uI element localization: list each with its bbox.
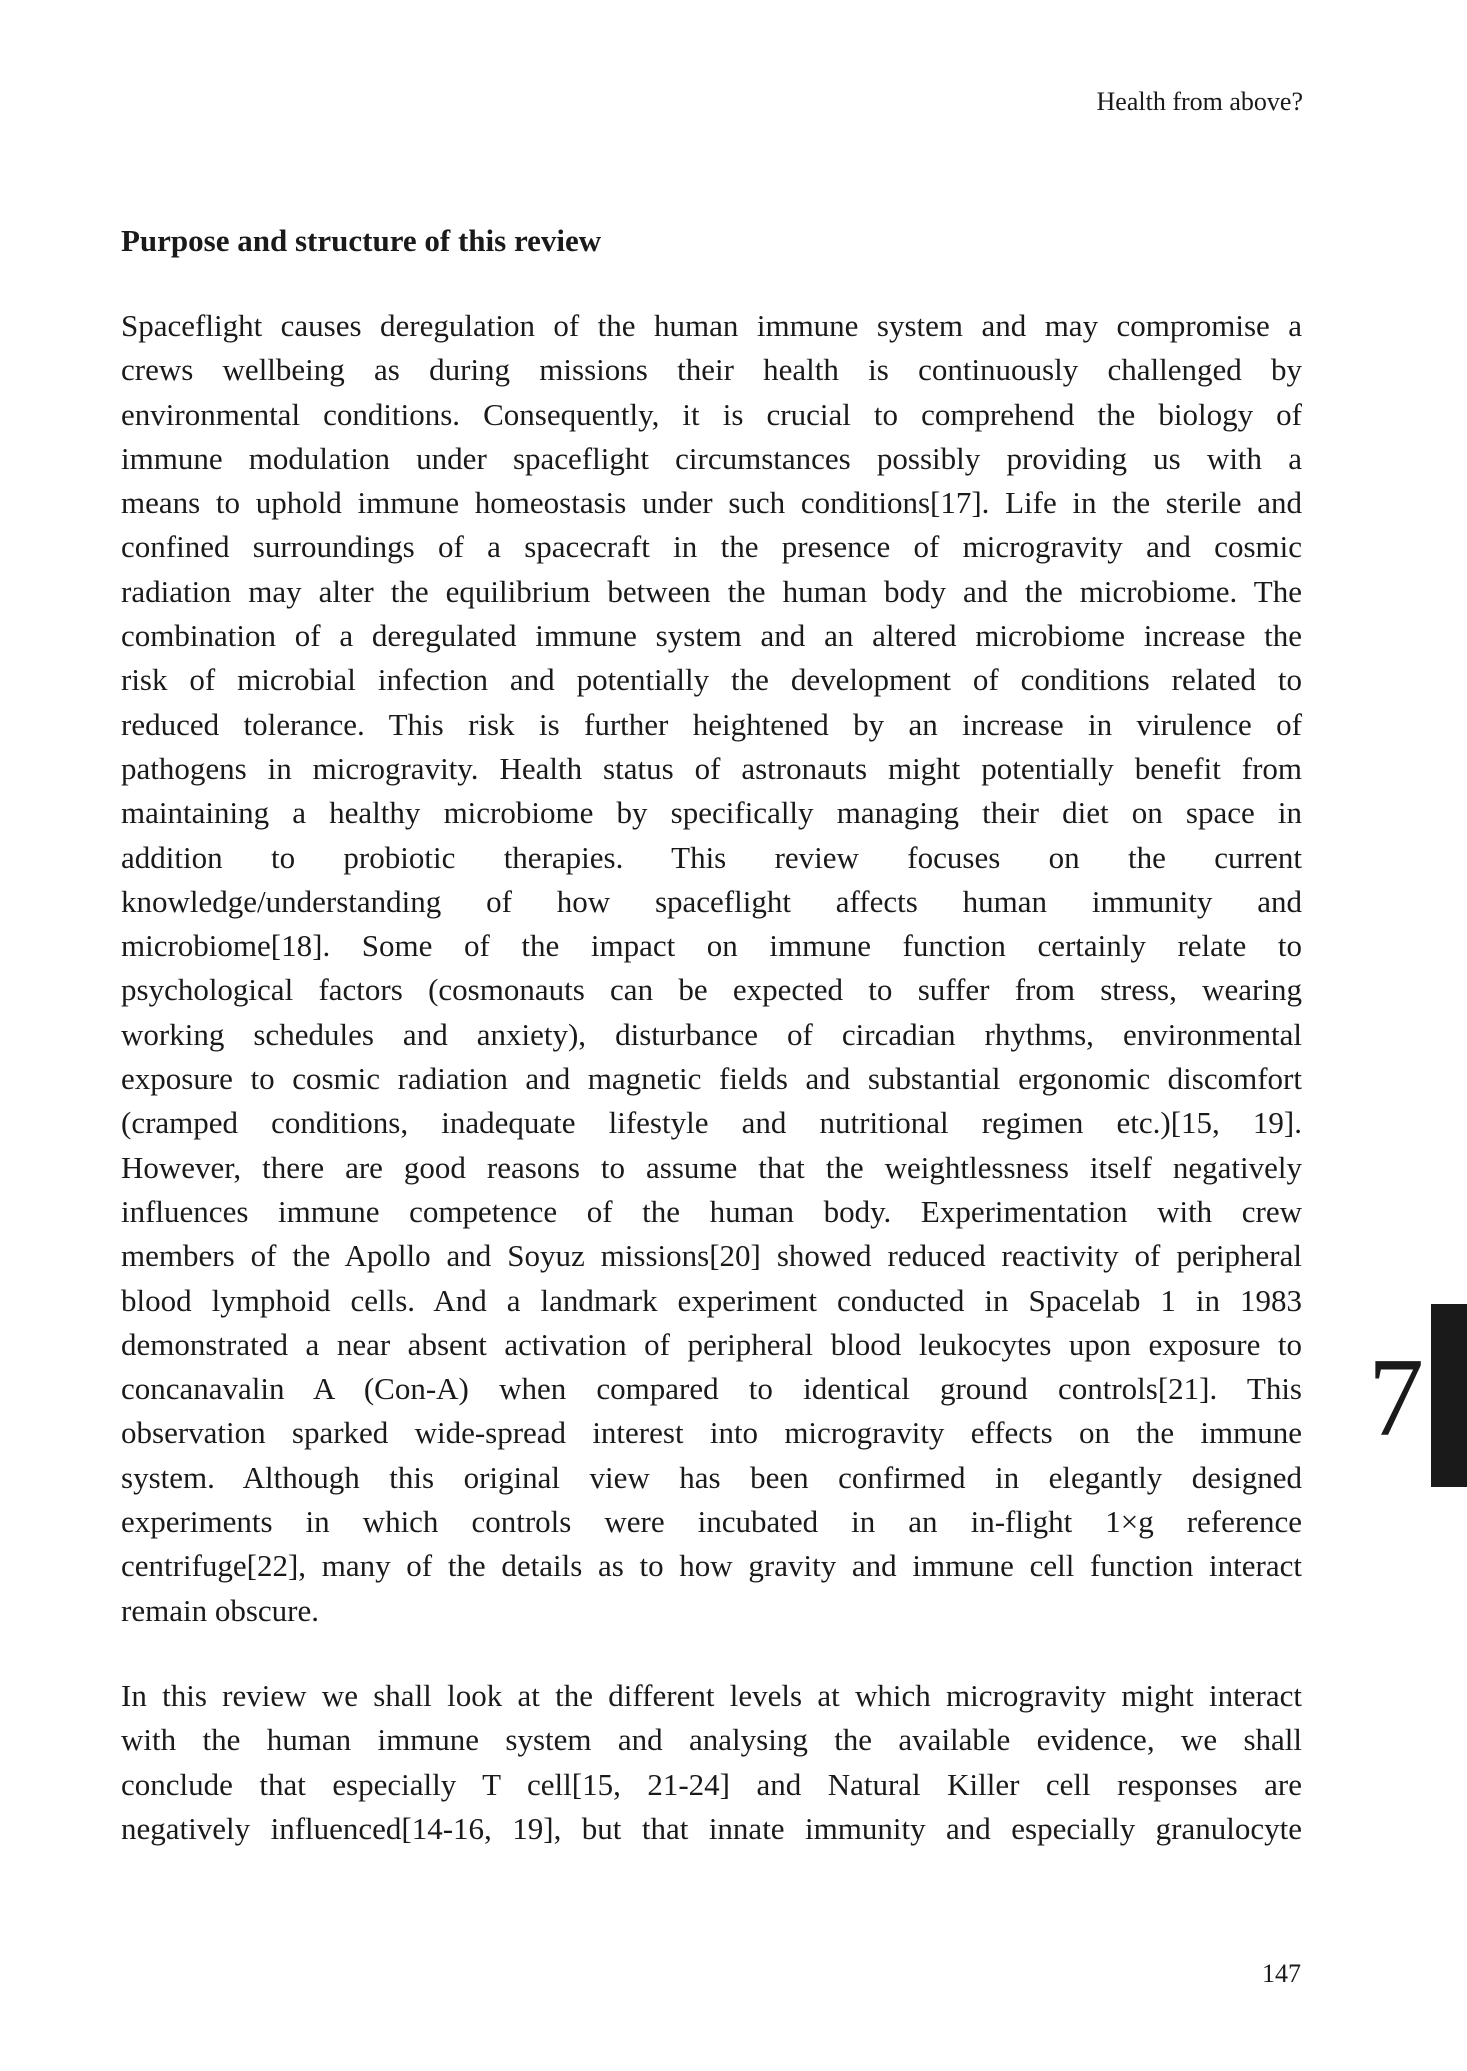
- text-line: centrifuge[22], many of the details as to how gravity and immune cell function interact: [121, 1548, 1302, 1584]
- text-line: confined surroundings of a spacecraft in the presence of microgravity and cosmic: [121, 529, 1302, 565]
- text-line: experiments in which controls were incubated in an in-flight 1×g reference: [121, 1504, 1302, 1540]
- section-heading: Purpose and structure of this review: [121, 223, 602, 258]
- text-line: with the human immune system and analysing the available evidence, we shall: [121, 1722, 1302, 1758]
- chapter-number: 7: [1368, 1336, 1424, 1460]
- text-line: blood lymphoid cells. And a landmark experiment conducted in Spacelab 1 in 1983: [121, 1282, 1302, 1318]
- chapter-thumb-tab: [1431, 1304, 1467, 1487]
- text-line: influences immune competence of the human body. Experimentation with crew: [121, 1193, 1302, 1229]
- body-paragraph-1: [121, 304, 1302, 1633]
- text-line: pathogens in microgravity. Health status of astronauts might potentially benefit from: [121, 750, 1302, 786]
- text-line: radiation may alter the equilibrium between the human body and the microbiome. The: [121, 573, 1302, 609]
- text-line: system. Although this original view has been confirmed in elegantly designed: [121, 1459, 1302, 1495]
- text-line: negatively influenced[14-16, 19], but that innate immunity and especially granulocyte: [121, 1810, 1302, 1846]
- text-line: exposure to cosmic radiation and magnetic fields and substantial ergonomic discomfort: [121, 1061, 1302, 1097]
- text-line: microbiome[18]. Some of the impact on immune function certainly relate to: [121, 928, 1302, 964]
- text-line: conclude that especially T cell[15, 21-24] and Natural Killer cell responses are: [121, 1766, 1302, 1802]
- text-line: (cramped conditions, inadequate lifestyle and nutritional regimen etc.)[15, 19].: [121, 1105, 1302, 1141]
- text-line: immune modulation under spaceflight circumstances possibly providing us with a: [121, 440, 1302, 476]
- text-line: reduced tolerance. This risk is further heightened by an increase in virulence of: [121, 706, 1302, 742]
- text-line: In this review we shall look at the different levels at which microgravity might interact: [121, 1678, 1302, 1713]
- text-line: observation sparked wide-spread interest into microgravity effects on the immune: [121, 1415, 1302, 1451]
- running-header: Health from above?: [1096, 87, 1303, 116]
- text-line: concanavalin A (Con-A) when compared to identical ground controls[21]. This: [121, 1371, 1302, 1407]
- text-line: working schedules and anxiety), disturbance of circadian rhythms, environmental: [121, 1016, 1302, 1052]
- text-line: combination of a deregulated immune system and an altered microbiome increase the: [121, 618, 1302, 654]
- text-line: Spaceflight causes deregulation of the human immune system and may compromise a: [121, 308, 1302, 343]
- text-line: means to uphold immune homeostasis under such conditions[17]. Life in the sterile and: [121, 485, 1302, 521]
- text-line: environmental conditions. Consequently, it is crucial to comprehend the biology of: [121, 396, 1302, 432]
- text-line: demonstrated a near absent activation of peripheral blood leukocytes upon exposure to: [121, 1326, 1302, 1362]
- text-line: remain obscure.: [121, 1592, 319, 1628]
- text-line: risk of microbial infection and potentially the development of conditions related to: [121, 662, 1302, 698]
- text-line: psychological factors (cosmonauts can be expected to suffer from stress, wearing: [121, 972, 1302, 1008]
- text-line: crews wellbeing as during missions their health is continuously challenged by: [121, 352, 1302, 388]
- text-line: However, there are good reasons to assume that the weightlessness itself negatively: [121, 1149, 1302, 1185]
- text-line: members of the Apollo and Soyuz missions[20] showed reduced reactivity of peripheral: [121, 1238, 1302, 1274]
- body-paragraph-2: [121, 1674, 1302, 1851]
- text-line: knowledge/understanding of how spaceflight affects human immunity and: [121, 883, 1302, 919]
- text-line: addition to probiotic therapies. This review focuses on the current: [121, 839, 1302, 875]
- text-line: maintaining a healthy microbiome by specifically managing their diet on space in: [121, 795, 1302, 831]
- page-number: 147: [1262, 1959, 1301, 1988]
